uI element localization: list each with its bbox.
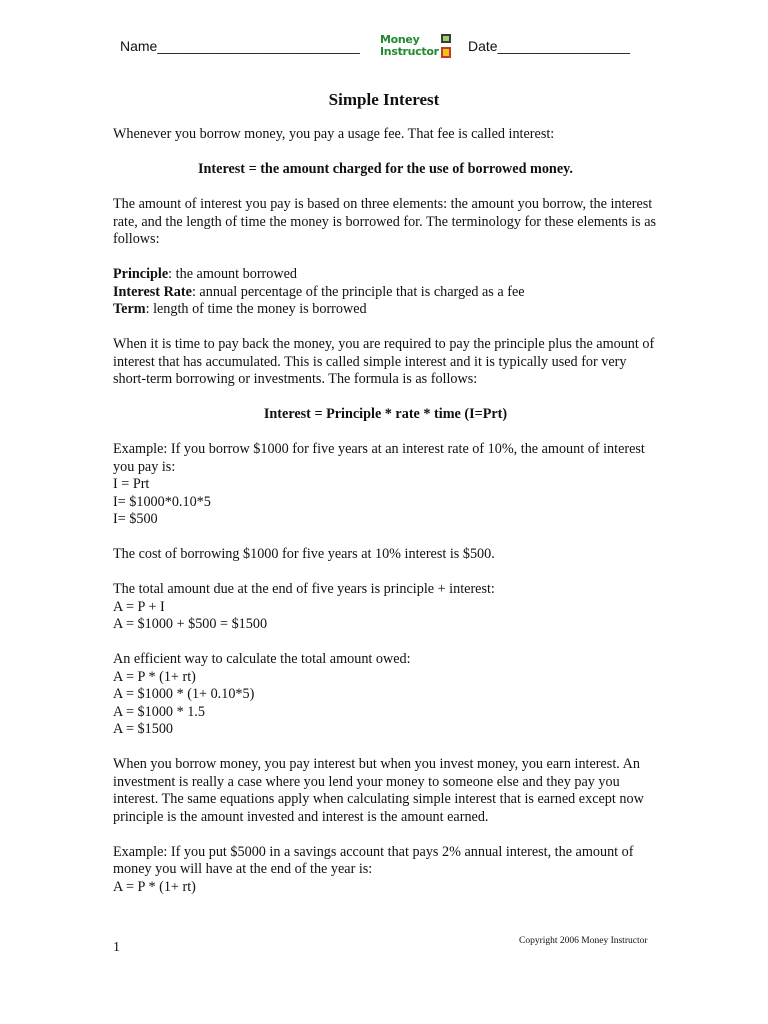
term-principle [113,266,658,284]
cost-summary: The cost of borrowing $1000 for five years at 10% interest is $500. [113,546,495,562]
name-field-label: Name__________________________ [120,38,360,54]
interest-formula: Interest = Principle * rate * time (I=Prt) [263,406,508,422]
worksheet-body [113,126,658,914]
example-2 [113,844,658,897]
copyright-notice: Copyright 2006 Money Instructor [519,936,648,946]
equation-line: A = P * (1+ rt) [113,668,196,685]
total-amount-section [113,581,658,634]
equation-line: A = $1000 * (1+ 0.10*5) [113,686,255,702]
term-definition: : the amount borrowed [168,266,298,282]
term-term [113,301,658,319]
equation-line: I= $500 [113,511,158,527]
term-label: Principle [113,266,169,282]
equation-line: I= $1000*0.10*5 [113,493,211,510]
page-footer [0,936,768,960]
terms-list [113,266,658,319]
worksheet-header [0,30,768,66]
page-number: 1 [113,940,120,955]
equation-line: A = P + I [113,598,165,615]
term-interest-rate [113,284,658,302]
total-amount-text: The total amount due at the end of five years is principle + interest: [113,581,495,597]
equation-line: A = P * (1+ rt) [113,878,196,895]
investment-paragraph: When you borrow money, you pay interest but when you invest money, you earn interest. An investment is really a case where you lend your money to someone else and they pay you interest. The same equations apply when calculating simple interest that is earned except now principle is the amount invested and interest is the amount earned. [113,756,644,825]
term-label: Term [113,301,146,317]
example-1-text: Example: If you borrow $1000 for five years at an interest rate of 10%, the amount of interest you pay is: [113,441,645,475]
money-bag-icon [440,33,452,59]
equation-line: I = Prt [113,476,150,492]
equation-line: A = $1500 [113,721,174,737]
money-instructor-logo [380,33,452,61]
term-definition: : length of time the money is borrowed [145,301,367,317]
simple-interest-paragraph: When it is time to pay back the money, you are required to pay the principle plus the amount of interest that has accumulated. This is called simple interest and it is typically used for very short-term borrowing or investments. The formula is as follows: [113,336,655,387]
term-label: Interest Rate [113,283,192,300]
term-definition: : annual percentage of the principle that is charged as a fee [191,283,525,300]
example-1 [113,441,658,529]
equation-line: A = $1000 + $500 = $1500 [113,616,268,632]
logo-text-money: Money [380,33,420,46]
logo-text-instructor: Instructor [380,45,439,58]
example-2-text: Example: If you put $5000 in a savings account that pays 2% annual interest, the amount of money you will have at the end of the year is: [113,843,634,877]
elements-paragraph: The amount of interest you pay is based on three elements: the amount you borrow, the interest rate, and the length of time the money is borrowed for. The terminology for these elements is as follows: [113,196,657,247]
equation-line: A = $1000 * 1.5 [113,703,205,720]
interest-definition: Interest = the amount charged for the use of borrowed money. [198,161,573,177]
page-title: Simple Interest [328,90,440,109]
efficient-method-text: An efficient way to calculate the total amount owed: [113,651,411,667]
efficient-method-section [113,651,658,739]
date-field-label: Date_________________ [468,38,630,54]
intro-paragraph: Whenever you borrow money, you pay a usage fee. That fee is called interest: [113,126,555,142]
